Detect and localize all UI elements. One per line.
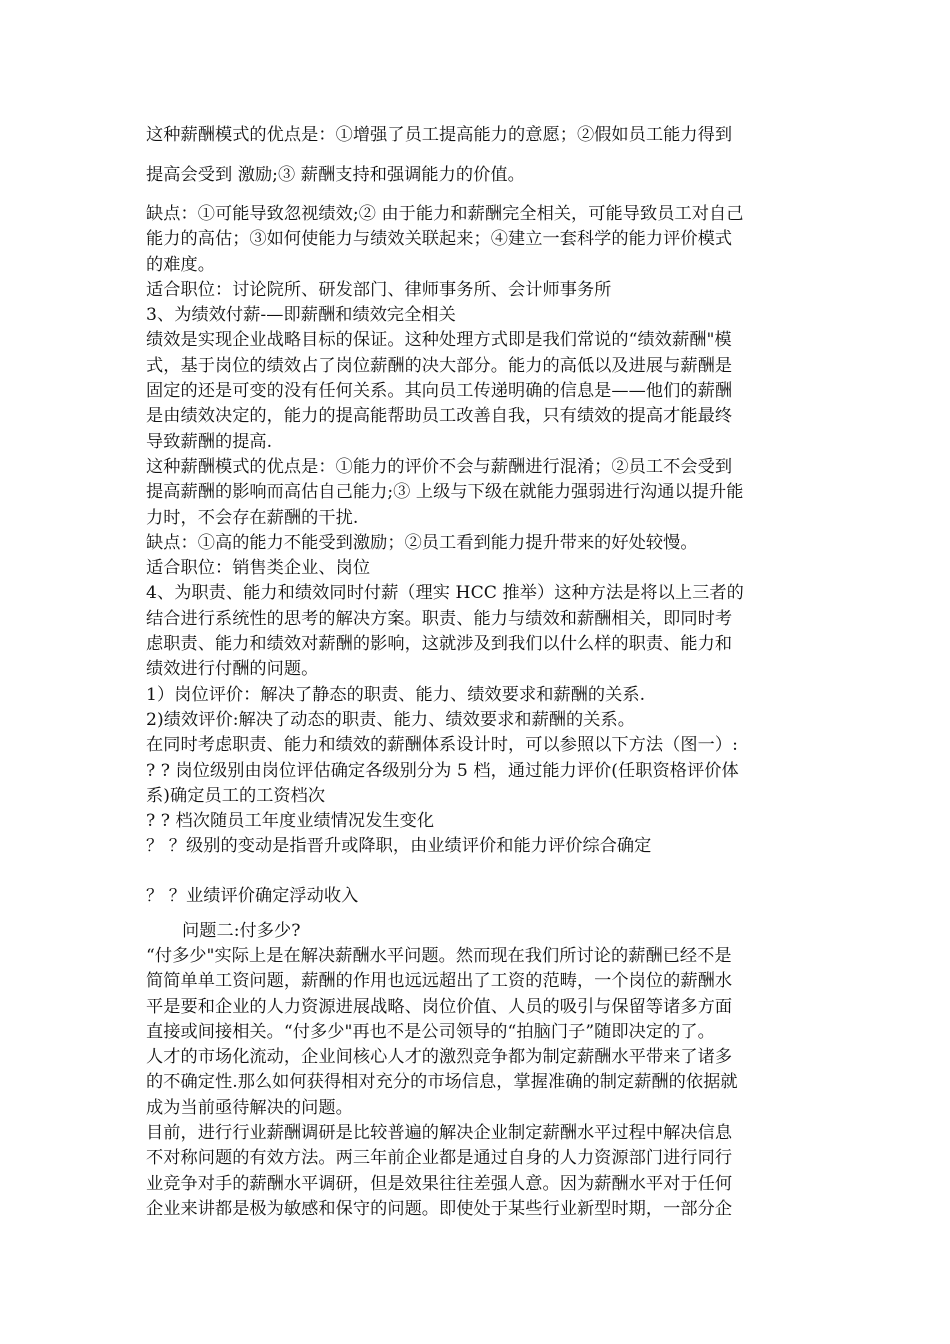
text-line: 结合进行系统性的思考的解决方案。职责、能力与绩效和薪酬相关，即同时考 [146, 608, 733, 629]
text-line: 式，基于岗位的绩效占了岗位薪酬的决大部分。能力的高低以及进展与薪酬是 [146, 355, 733, 376]
text-line: 是由绩效决定的，能力的提高能帮助员工改善自我，只有绩效的提高才能最终 [146, 406, 733, 427]
text-line: 缺点：①高的能力不能受到激励；②员工看到能力提升带来的好处较慢。 [146, 532, 698, 553]
text-line: 成为当前亟待解决的问题。 [146, 1097, 353, 1118]
list-item: ？ ？级别的变动是指晋升或降职，由业绩评价和能力评价综合确定 [146, 836, 652, 856]
list-item-level-change [146, 834, 814, 859]
section-heading: 4、为职责、能力和绩效同时付薪（理实 HCC 推举）这种方法是将以上三者的 [146, 583, 744, 604]
list-item-floating-income [146, 884, 814, 909]
text-line: 的难度。 [146, 254, 215, 275]
text-line: “付多少"实际上是在解决薪酬水平问题。然而现在我们所讨论的薪酬已经不是 [146, 946, 732, 966]
text-line: 目前，进行行业薪酬调研是比较普遍的解决企业制定薪酬水平过程中解决信息 [146, 1123, 733, 1144]
text-line: 适合职位：讨论院所、研发部门、律师事务所、会计师事务所 [146, 279, 612, 300]
section-heading: 3、为绩效付薪-—即薪酬和绩效完全相关 [146, 305, 456, 326]
text-line: 导致薪酬的提高. [146, 431, 273, 452]
list-item: 2)绩效评价:解决了动态的职责、能力、绩效要求和薪酬的关系。 [146, 709, 635, 730]
text-line: 这种薪酬模式的优点是：①增强了员工提高能力的意愿；②假如员工能力得到 [146, 125, 733, 145]
text-line: 缺点：①可能导致忽视绩效;② 由于能力和薪酬完全相关，可能导致员工对自己 [146, 204, 744, 224]
paragraph-ability-pay-advantages-line2 [146, 163, 814, 188]
text-line: 固定的还是可变的没有任何关系。其向员工传递明确的信息是——他们的薪酬 [146, 381, 733, 402]
text-line: 企业来讲都是极为敏感和保守的问题。即使处于某些行业新型时期，一部分企 [146, 1198, 733, 1219]
text-line: 平是要和企业的人力资源进展战略、岗位价值、人员的吸引与保留等诸多方面 [146, 996, 733, 1017]
list-item: ? ? 岗位级别由岗位评估确定各级别分为 5 档，通过能力评价(任职资格评价体 [146, 760, 739, 781]
text-line: 直接或间接相关。“付多少"再也不是公司领导的“拍脑门子”随即决定的了。 [146, 1021, 715, 1042]
text-line: 人才的市场化流动，企业间核心人才的激烈竞争都为制定薪酬水平带来了诸多 [146, 1047, 733, 1068]
text-line: 简简单单工资问题，薪酬的作用也远远超出了工资的范畴，一个岗位的薪酬水 [146, 971, 733, 992]
paragraph-ability-pay-disadvantages [146, 202, 814, 834]
text-line: 系)确定员工的工资档次 [146, 785, 326, 806]
section-heading: 问题二:付多少? [182, 921, 301, 941]
text-line: 这种薪酬模式的优点是：①能力的评价不会与薪酬进行混淆；②员工不会受到 [146, 456, 733, 477]
paragraph-pay-level [146, 944, 814, 1222]
list-item: 1）岗位评价：解决了静态的职责、能力、绩效要求和薪酬的关系. [146, 684, 646, 705]
text-line: 在同时考虑职责、能力和绩效的薪酬体系设计时，可以参照以下方法（图一）: [146, 735, 738, 756]
paragraph-ability-pay-advantages-line1 [146, 123, 814, 148]
list-item: ? ? 档次随员工年度业绩情况发生变化 [146, 811, 435, 832]
text-line: 虑职责、能力和绩效对薪酬的影响，这就涉及到我们以什么样的职责、能力和 [146, 634, 733, 655]
text-line: 适合职位：销售类企业、岗位 [146, 558, 371, 579]
text-line: 不对称问题的有效方法。两三年前企业都是通过自身的人力资源部门进行同行 [146, 1148, 733, 1169]
list-item: ？ ？业绩评价确定浮动收入 [146, 886, 359, 906]
text-line: 能力的高估；③如何使能力与绩效关联起来；④建立一套科学的能力评价模式 [146, 229, 733, 250]
text-line: 绩效进行付酬的问题。 [146, 659, 319, 680]
text-line: 绩效是实现企业战略目标的保证。这种处理方式即是我们常说的“绩效薪酬"模 [146, 330, 732, 351]
text-line: 提高薪酬的影响而高估自己能力;③ 上级与下级在就能力强弱进行沟通以提升能 [146, 482, 744, 503]
text-line: 业竞争对手的薪酬水平调研，但是效果往往差强人意。因为薪酬水平对于任何 [146, 1173, 733, 1194]
text-line: 力时，不会存在薪酬的干扰. [146, 507, 359, 528]
text-line: 提高会受到 激励;③ 薪酬支持和强调能力的价值。 [146, 165, 525, 185]
question-two-heading [182, 919, 782, 944]
text-line: 的不确定性.那么如何获得相对充分的市场信息，掌握准确的制定薪酬的依据就 [146, 1072, 738, 1093]
